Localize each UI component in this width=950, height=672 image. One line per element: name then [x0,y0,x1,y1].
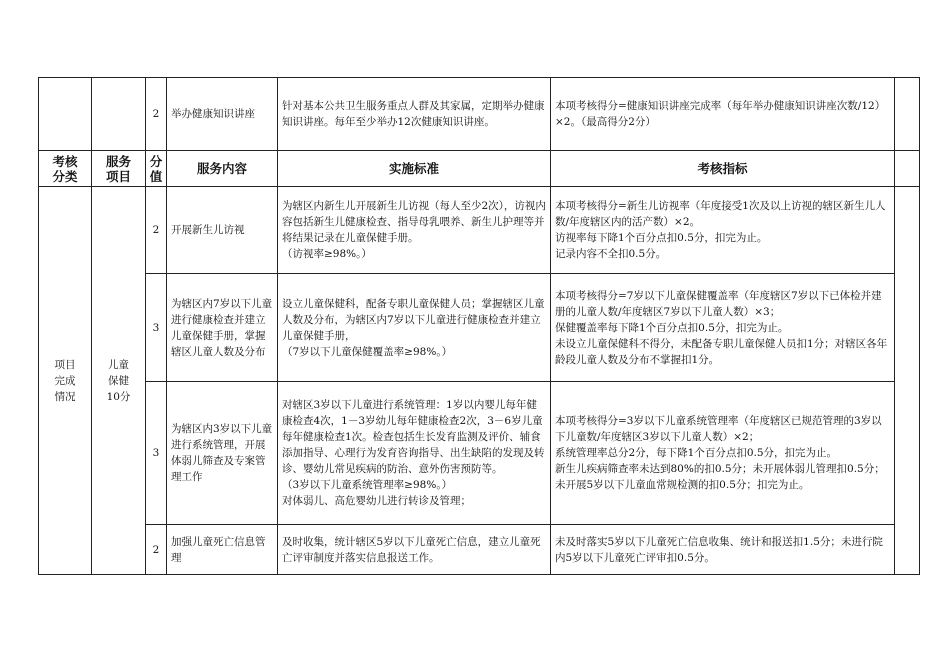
content-cell: 为辖区内7岁以下儿童进行健康检查并建立儿童保健手册，掌握辖区儿童人数及分布 [167,274,278,382]
score-cell: 3 [146,274,167,382]
indicator-cell: 本项考核得分=新生儿访视率（年度接受1次及以上访视的辖区新生儿人数/年度辖区内的活产数）×2。 访视率每下降1个百分点扣0.5分，扣完为止。 记录内容不全扣0.5分。 [551,187,895,274]
header-item: 服务 项目 [92,151,146,187]
content-cell: 加强儿童死亡信息管理 [167,525,278,575]
header-category: 考核 分类 [39,151,92,187]
standard-cell: 对辖区3岁以下儿童进行系统管理：1岁以内婴儿每年健康检查4次，1－3岁幼儿每年健康检查2次，3－6岁儿童每年健康检查1次。检查包括生长发育监测及评价、辅食添加指导、心理行为发育咨询指导、出生缺陷的发现及转诊、婴幼儿常见疾病的防治、意外伤害预防等。 （3岁以下儿童系统管理率≥98%。） 对体弱儿、高危婴幼儿进行转诊及管理； [278,382,551,525]
header-row [39,151,920,187]
indicator-cell: 本项考核得分=3岁以下儿童系统管理率（年度辖区已规范管理的3岁以下儿童数/年度辖区3岁以下儿童人数）×2； 系统管理率总分2分，每下降1个百分点扣0.5分，扣完为止。 新生儿疾病筛查率未达到80%的扣0.5分；未开展体弱儿管理扣0.5分；未开展5岁以下儿童血常规检测的扣0.5分；扣完为止。 [551,382,895,525]
standard-cell: 针对基本公共卫生服务重点人群及其家属，定期举办健康知识讲座。每年至少举办12次健康知识讲座。 [278,78,551,151]
header-content: 服务内容 [167,151,278,187]
header-score: 分 值 [146,151,167,187]
table-row [39,382,920,525]
indicator-cell: 本项考核得分=健康知识讲座完成率（每年举办健康知识讲座次数/12）×2。（最高得分2分） [551,78,895,151]
empty-cell [39,78,92,151]
empty-cell [895,78,920,151]
empty-cell [895,187,920,575]
table-row [39,525,920,575]
score-cell: 2 [146,525,167,575]
standard-cell: 及时收集，统计辖区5岁以下儿童死亡信息，建立儿童死亡评审制度并落实信息报送工作。 [278,525,551,575]
content-cell: 举办健康知识讲座 [167,78,278,151]
score-cell: 3 [146,382,167,525]
table-row [39,187,920,274]
indicator-cell: 未及时落实5岁以下儿童死亡信息收集、统计和报送扣1.5分；未进行院内5岁以下儿童死亡评审扣0.5分。 [551,525,895,575]
standard-cell: 设立儿童保健科，配备专职儿童保健人员；掌握辖区儿童人数及分布，为辖区内7岁以下儿童进行健康检查并建立儿童保健手册， （7岁以下儿童保健覆盖率≥98%。） [278,274,551,382]
assessment-table [38,77,920,575]
header-empty [895,151,920,187]
header-standard: 实施标准 [278,151,551,187]
score-cell: 2 [146,187,167,274]
item-cell: 儿童 保健 10分 [92,187,146,575]
table-row [39,274,920,382]
content-cell: 为辖区内3岁以下儿童进行系统管理，开展体弱儿筛查及专案管理工作 [167,382,278,525]
table-row-lecture [39,78,920,151]
score-cell: 2 [146,78,167,151]
standard-cell: 为辖区内新生儿开展新生儿访视（每人至少2次），访视内容包括新生儿健康检查、指导母乳喂养、新生儿护理等并将结果记录在儿童保健手册。 （访视率≥98%。） [278,187,551,274]
content-cell: 开展新生儿访视 [167,187,278,274]
category-cell: 项目 完成 情况 [39,187,92,575]
header-indicator: 考核指标 [551,151,895,187]
empty-cell [92,78,146,151]
indicator-cell: 本项考核得分=7岁以下儿童保健覆盖率（年度辖区7岁以下已体检并建册的儿童人数/年度辖区7岁以下儿童人数）×3； 保健覆盖率每下降1个百分点扣0.5分，扣完为止。 未设立儿童保健科不得分，未配备专职儿童保健人员扣1分；对辖区各年龄段儿童人数及分布不掌握扣1分。 [551,274,895,382]
